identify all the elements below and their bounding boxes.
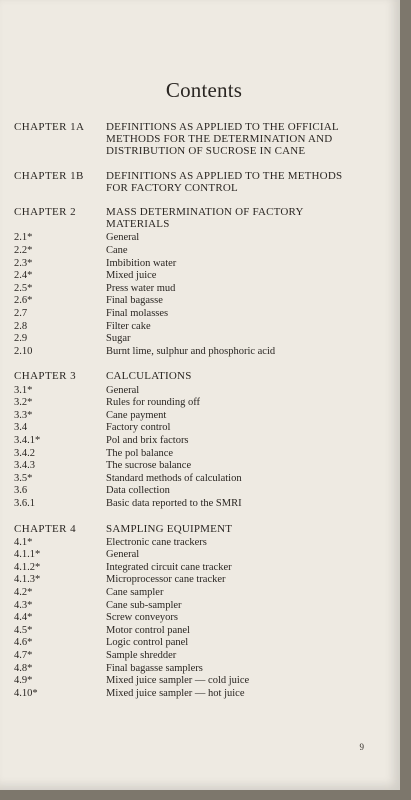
chapter-title — [106, 206, 394, 230]
section-title: Cane sampler — [106, 587, 164, 599]
section-number: 4.9* — [14, 675, 33, 687]
toc-entry — [14, 283, 394, 296]
section-number: 3.6.1 — [14, 497, 35, 509]
section-number: 4.1.3* — [14, 574, 41, 586]
section-title: Final molasses — [106, 307, 169, 319]
chapter-title-line: MASS DETERMINATION OF FACTORY — [106, 206, 304, 219]
section-title: The pol balance — [106, 447, 174, 459]
section-number: 4.3* — [14, 599, 33, 611]
section-number: 4.10* — [14, 687, 38, 699]
chapter-heading — [14, 170, 394, 194]
section-number: 2.9 — [14, 333, 28, 345]
chapter-number: CHAPTER 1B — [14, 169, 84, 182]
section-title: Cane — [106, 245, 128, 257]
section-title: Cane sub-sampler — [106, 599, 182, 611]
section-title: Electronic cane trackers — [106, 536, 207, 548]
section-title: Motor control panel — [106, 624, 190, 636]
chapter-heading — [14, 121, 394, 158]
section-title: Final bagasse — [106, 295, 163, 307]
chapter-4 — [14, 523, 394, 701]
chapter-2 — [14, 206, 394, 358]
chapter-title-line: DEFINITIONS AS APPLIED TO THE METHODS — [106, 169, 343, 182]
chapter-title-line: CALCULATIONS — [106, 370, 192, 383]
chapter-heading — [14, 523, 394, 535]
toc-entry — [14, 663, 394, 676]
toc-entry — [14, 460, 394, 473]
section-title: Microprocessor cane tracker — [106, 574, 226, 586]
page-title: Contents — [165, 78, 243, 102]
section-title: General — [106, 549, 140, 561]
section-title: Logic control panel — [106, 637, 189, 649]
toc-entry — [14, 549, 394, 562]
section-title: Mixed juice — [106, 270, 157, 282]
section-number: 3.4.3 — [14, 460, 35, 472]
toc-entry — [14, 346, 394, 359]
section-number: 4.1.2* — [14, 561, 41, 573]
toc-entry — [14, 422, 394, 435]
chapter-3 — [14, 370, 394, 510]
section-number: 2.6* — [14, 295, 33, 307]
chapter-title — [106, 370, 394, 382]
toc-entry — [14, 410, 394, 423]
section-number: 3.1* — [14, 384, 33, 396]
chapter-title-line: DISTRIBUTION OF SUCROSE IN CANE — [106, 145, 306, 158]
section-title: The sucrose balance — [106, 460, 192, 472]
section-number: 2.2* — [14, 245, 33, 257]
chapter-number: CHAPTER 1A — [14, 121, 85, 133]
chapter-heading — [14, 206, 394, 230]
section-title: Burnt lime, sulphur and phosphoric acid — [106, 345, 276, 357]
section-title: Standard methods of calculation — [106, 472, 242, 484]
chapter-title-line: MATERIALS — [106, 218, 170, 231]
section-number: 4.5* — [14, 624, 33, 636]
toc-entry — [14, 625, 394, 638]
section-title: Filter cake — [106, 320, 151, 332]
toc-entry — [14, 321, 394, 334]
toc-entry — [14, 562, 394, 575]
toc-entry — [14, 258, 394, 271]
section-title: Integrated circuit cane tracker — [106, 561, 232, 573]
section-number: 3.5* — [14, 472, 33, 484]
section-number: 2.10 — [14, 345, 33, 357]
section-number: 3.3* — [14, 409, 33, 421]
toc-entry — [14, 385, 394, 398]
section-title: Screw conveyors — [106, 612, 179, 624]
toc-entry — [14, 498, 394, 511]
section-number: 2.3* — [14, 257, 33, 269]
contents-body — [14, 78, 394, 712]
chapter-title-line: FOR FACTORY CONTROL — [106, 181, 238, 194]
section-title: Cane payment — [106, 409, 167, 421]
section-number: 4.8* — [14, 662, 33, 674]
toc-entry — [14, 448, 394, 461]
chapter-title — [106, 121, 394, 158]
toc-entry — [14, 675, 394, 688]
chapter-title-line: SAMPLING EQUIPMENT — [106, 522, 233, 535]
toc-entry — [14, 612, 394, 625]
toc-entry — [14, 650, 394, 663]
section-title: General — [106, 384, 140, 396]
toc-entry — [14, 397, 394, 410]
section-number: 4.1* — [14, 536, 33, 548]
chapter-title-line: METHODS FOR THE DETERMINATION AND — [106, 133, 333, 146]
section-title: Data collection — [106, 485, 170, 497]
section-title: Imbibition water — [106, 257, 177, 269]
chapter-number: CHAPTER 3 — [14, 370, 76, 383]
toc-entry — [14, 308, 394, 321]
chapter-title — [106, 170, 394, 194]
toc-entry — [14, 295, 394, 308]
section-title: Sample shredder — [106, 650, 177, 662]
toc-entry — [14, 688, 394, 701]
section-number: 4.7* — [14, 650, 33, 662]
toc-entry — [14, 245, 394, 258]
section-number: 4.1.1* — [14, 549, 41, 561]
toc-entry — [14, 485, 394, 498]
section-number: 2.5* — [14, 282, 33, 294]
chapter-number: CHAPTER 4 — [14, 522, 76, 535]
toc-entry — [14, 435, 394, 448]
toc-entry — [14, 587, 394, 600]
toc-entry — [14, 270, 394, 283]
chapter-title-line: DEFINITIONS AS APPLIED TO THE OFFICIAL — [106, 121, 339, 133]
section-number: 3.4.1* — [14, 434, 41, 446]
section-title: Press water mud — [106, 282, 176, 294]
toc-entry — [14, 537, 394, 550]
toc-entry — [14, 637, 394, 650]
page-number: 9 — [359, 742, 364, 752]
section-title: Pol and brix factors — [106, 434, 189, 446]
section-title: Final bagasse samplers — [106, 662, 203, 674]
section-number: 3.6 — [14, 485, 28, 497]
section-number: 4.6* — [14, 637, 33, 649]
section-number: 3.4 — [14, 422, 28, 434]
section-title: Mixed juice sampler — hot juice — [106, 687, 245, 699]
section-number: 4.4* — [14, 612, 33, 624]
section-number: 2.8 — [14, 320, 28, 332]
section-number: 3.2* — [14, 397, 33, 409]
chapter-1a — [14, 121, 394, 158]
section-number: 3.4.2 — [14, 447, 35, 459]
chapter-number: CHAPTER 2 — [14, 206, 76, 219]
section-number: 2.7 — [14, 307, 28, 319]
section-number: 2.1* — [14, 232, 33, 244]
chapter-1b — [14, 170, 394, 194]
toc-entry — [14, 473, 394, 486]
section-title: General — [106, 232, 140, 244]
chapter-title — [106, 523, 394, 535]
section-title: Sugar — [106, 333, 131, 345]
toc-entry — [14, 333, 394, 346]
section-title: Basic data reported to the SMRI — [106, 497, 242, 509]
toc-entry — [14, 574, 394, 587]
section-number: 4.2* — [14, 587, 33, 599]
chapter-heading — [14, 370, 394, 382]
section-title: Factory control — [106, 422, 171, 434]
toc-entry — [14, 232, 394, 245]
toc-entry — [14, 600, 394, 613]
section-title: Mixed juice sampler — cold juice — [106, 675, 250, 687]
section-number: 2.4* — [14, 270, 33, 282]
section-title: Rules for rounding off — [106, 397, 201, 409]
